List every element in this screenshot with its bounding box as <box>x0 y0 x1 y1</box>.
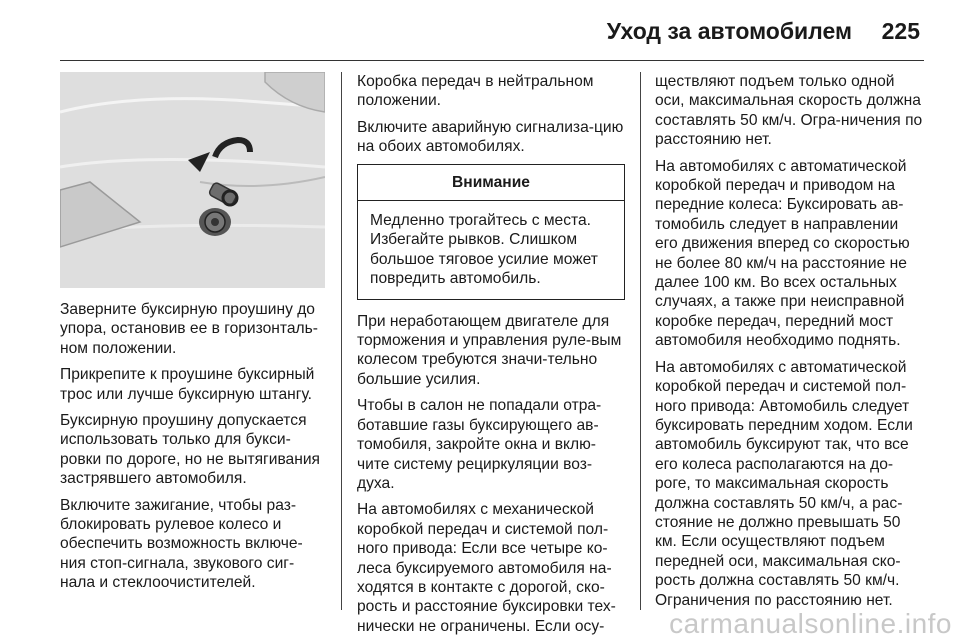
column-3 <box>655 72 925 617</box>
instruction-paragraph: Чтобы в салон не попадали отра-ботавшие газы буксирующего ав-томобиля, закройте окна и вклю-чите систему рециркуляции воз-духа. <box>357 397 602 492</box>
column-2 <box>357 72 625 643</box>
page-title: Уход за автомобилем <box>606 18 852 44</box>
page-number: 225 <box>881 18 920 44</box>
warning-text: Медленно трогайтесь с места. Избегайте рывков. Слишком большое тяговое усилие может повредить автомобиль. <box>370 212 598 288</box>
header-divider <box>60 60 924 61</box>
column-divider-1 <box>341 72 342 610</box>
bumper-drawing <box>60 72 325 288</box>
instruction-paragraph: Буксирную проушину допускается использовать только для букси-ровки по дороге, но не вытягивания застрявшего автомобиля. <box>60 412 320 488</box>
instruction-paragraph: Прикрепите к проушине буксирный трос или лучше буксирную штангу. <box>60 366 315 403</box>
instruction-paragraph: На автомобилях с механической коробкой передач и системой пол-ного привода: Если все четыре ко-леса буксируемого автомобиля на-ходятся в контакте с дорогой, ско-рость и расстояние буксировки тех-нически не ограничены. Если осу- <box>357 501 616 635</box>
warning-box <box>357 164 625 300</box>
warning-heading: Внимание <box>358 165 624 201</box>
instruction-paragraph: Заверните буксирную проушину до упора, остановив ее в горизонталь-ном положении. <box>60 301 318 357</box>
column-divider-2 <box>640 72 641 610</box>
instruction-paragraph: При неработающем двигателе для торможения и управления руле-вым колесом требуются значи-тельно большие усилия. <box>357 312 622 388</box>
instruction-paragraph: На автомобилях с автоматической коробкой передач и системой пол-ного привода: Автомобиль следует буксировать передним ходом. Если автомобиль буксируют так, что все его колеса располагаются на до-роге, то максимальная скорость должна составлять 50 км/ч, а рас-стояние не должно превышать 50 км. Если осуществляют подъем передней оси, максимальная ско-рость должна составлять 50 км/ч. Ограничения по расстоянию нет. <box>655 358 913 609</box>
instruction-paragraph: Включите аварийную сигнализа-цию на обоих автомобилях. <box>357 118 624 156</box>
page-header <box>0 0 960 62</box>
instruction-paragraph: Коробка передач в нейтральном положении. <box>357 73 594 110</box>
instruction-paragraph: Включите зажигание, чтобы раз-блокировать рулевое колесо и обеспечить возможность включе-ния стоп-сигнала, звукового сиг-нала и стеклоочистителей. <box>60 496 303 592</box>
towing-eye-illustration <box>60 72 325 288</box>
instruction-paragraph: ществляют подъем только одной оси, максимальная скорость должна составлять 50 км/ч. Огра-ничения по расстоянию нет. <box>655 73 923 149</box>
watermark: carmanualsonline.info <box>669 608 952 639</box>
column-1 <box>60 72 325 600</box>
instruction-paragraph: На автомобилях с автоматической коробкой передач и приводом на передние колеса: Буксировать ав-томобиль следует в направлении его движения вперед со скоростью не более 80 км/ч на расстояние не далее 100 км. Во всех остальных случаях, а также при неисправной коробке передач, передний мост автомобиля необходимо поднять. <box>655 157 910 350</box>
